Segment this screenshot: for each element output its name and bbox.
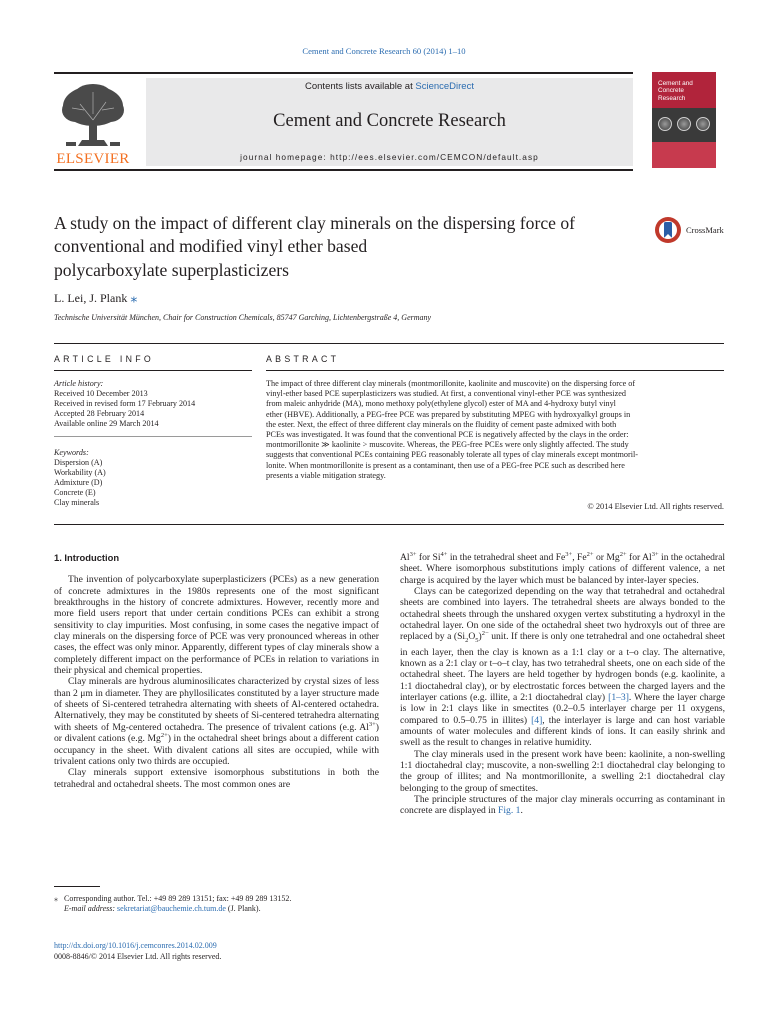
superscript: 2+ — [619, 550, 627, 558]
section-rule-bottom — [54, 524, 724, 525]
crossmark-icon — [654, 215, 682, 247]
text-run: Clay minerals are hydrous aluminosilicates characterized by crystal sizes of less than 2 μm in diameter. They are phyllosilicates constituted by a layer structure made of sheets of Si-centered tetrahedra alternating with sheets of Al-centered octahedra. Alternatively, they may be constituted by sheets of Si-centered tetrahedra alternating with sheets of Mg-centered octahedra. The presence of trivalent cations (e.g. Al — [54, 676, 379, 733]
section-heading-introduction: 1. Introduction — [54, 552, 120, 563]
cover-title: Cement and Concrete Research — [658, 80, 693, 102]
journal-title: Cement and Concrete Research — [273, 111, 506, 131]
abstract-line: PCEs was investigated. It was found that the conventional PCE is negatively affected by the clays in the order: — [266, 430, 629, 440]
keyword-item: Admixture (D) — [54, 478, 103, 487]
abstract-line: the ester. Next, the effect of three different clay minerals on the fluidity of cement paste admixed with both — [266, 419, 617, 429]
history-item: Received in revised form 17 February 2014 — [54, 399, 196, 408]
contents-available-line — [146, 81, 633, 92]
abstract-line: ether (HBVE). Additionally, a PEG-free PCE was prepared by substituting MPEG with hydroxyalkyl groups in — [266, 409, 631, 419]
journal-homepage[interactable]: journal homepage: http://ees.elsevier.com/CEMCON/default.asp — [240, 152, 539, 162]
corresponding-author-mark[interactable]: ⁎ — [130, 291, 138, 306]
superscript: 3+ — [368, 720, 376, 728]
keyword-item: Workability (A) — [54, 468, 106, 477]
text-run: ) in the octahedral sheet brings about a different cation occupancy in the sheet. With divalent cations all sites are occupied, while with trivalent cations only two thirds are occupied. — [54, 733, 379, 767]
superscript: 2− — [481, 630, 489, 638]
cover-circle-icon — [677, 117, 691, 131]
history-label: Article history: — [54, 379, 104, 388]
abstract-line: The impact of three different clay minerals (montmorillonite, kaolinite and muscovite) on the dispersing force of — [266, 379, 636, 388]
title-line: conventional and modified vinyl ether based — [54, 236, 368, 257]
title-line: polycarboxylate superplasticizers — [54, 259, 289, 280]
text-run: or Mg — [593, 552, 620, 563]
keywords-divider — [54, 436, 252, 437]
keyword-item: Concrete (E) — [54, 488, 96, 497]
email-link[interactable]: sekretariat@bauchemie.ch.tum.de — [117, 904, 226, 913]
paragraph: The invention of polycarboxylate superplasticizers (PCEs) as a new generation of concrete admixtures in the 1980s represents one of the most significant breakthroughs in the history of concrete admixtures. However, recently more and more field users report that under certain conditions PCEs can exhibit a strong sensitivity to clay impurities. Most confusing, in some cases the negative impact of clay minerals on the dispersing force of PCE was very pronounced whereas in other cases, the effect was only minor. Apparently, different types of clay minerals show a completely different impact on the performance of PCEs in relation to variations in their physical and chemical properties. — [54, 574, 379, 677]
text-run: ) — [478, 631, 482, 643]
paragraph: The clay minerals used in the present work have been: kaolinite, a non-swelling 1:1 dioctahedral clay; muscovite, a non-swelling 2:1 dioctahedral clay belonging to the group of illites; and Na montmorillonite, a swelling 2:1 dioctahedral clay belonging to the group of smectites. — [400, 748, 725, 794]
body-column-right — [400, 552, 725, 817]
journal-citation-link[interactable]: Cement and Concrete Research 60 (2014) 1–10 — [302, 46, 466, 56]
header-bottom-rule — [54, 169, 633, 171]
doi-link[interactable]: http://dx.doi.org/10.1016/j.cemconres.2014.02.009 — [54, 941, 217, 950]
abstract-copyright: © 2014 Elsevier Ltd. All rights reserved. — [587, 502, 724, 511]
cover-circle-icon — [696, 117, 710, 131]
superscript: 3+ — [565, 550, 573, 558]
doi-block — [54, 941, 221, 962]
paragraph — [54, 676, 379, 767]
text-run: unit. If there is only one tetrahedral and one octahedral sheet in each layer, then the clay is known as a 1:1 clay or a t–o clay. The alternative, known as a 2:1 clay or t–o–t clay, has two tetrahedral sheets, one on each side of the octahedral sheet. The layers are held together by hydrogen bonds (e.g. kaolinite, a 1:1 dioctahedral clay), or by electrostatic forces between the charged layers and the interlayer cations (e.g. illite, a 2:1 dioctahedral clay) — [400, 631, 725, 704]
corresponding-author-note — [54, 894, 379, 904]
footnote-text: Corresponding author. Tel.: +49 89 289 13151; fax: +49 89 289 13152. — [64, 894, 292, 903]
abstract-body — [266, 379, 724, 481]
section-rule-top — [54, 343, 724, 344]
text-run: in the octahedral sheet. Where isomorphous substitutions imply cations of different valence, a net charge is acquired by the layer which must be balanced by inter-layer species. — [400, 552, 725, 586]
article-title — [54, 212, 634, 282]
header-top-rule — [54, 72, 633, 74]
article-history — [54, 379, 252, 429]
text-run: O — [468, 631, 476, 643]
figure-link[interactable]: Fig. 1 — [498, 805, 521, 817]
text-run: Clays can be categorized depending on the way that tetrahedral and octahedral sheets are combined into layers. The tetrahedral sheets are always bonded to the octahedral sheets through the unshared oxygen vertex substituting a hydroxyl in the octahedral layer. On one side of the octahedral sheet two hydroxyls out of three are replaced by a (Si — [400, 586, 725, 643]
superscript: 3+ — [651, 550, 659, 558]
superscript: 3+ — [409, 550, 417, 558]
paragraph — [400, 794, 725, 817]
cover-footer — [652, 142, 716, 168]
text-run: . Where the layer charge is low in 2:1 clays like in smectites (0.2–0.5 interlayer charge per 11 oxygens, compared to 0.5–0.75 in illites) — [400, 692, 726, 726]
footnote-rule — [54, 886, 100, 887]
abstract-line: suggests that conventional PCEs containing PEG reasonably tolerate all types of clay minerals except montmoril- — [266, 450, 638, 460]
article-info-heading: ARTICLE INFO — [54, 354, 155, 364]
keywords-label: Keywords: — [54, 448, 89, 457]
journal-header — [54, 72, 633, 170]
superscript: 2+ — [160, 731, 168, 739]
text-run: . — [520, 805, 523, 817]
reference-link[interactable]: [4] — [531, 714, 543, 726]
footnote-mark: ⁎ — [54, 894, 58, 903]
text-run: for Si — [416, 552, 441, 563]
keyword-item: Dispersion (A) — [54, 458, 103, 467]
reference-link[interactable]: [1–3] — [608, 692, 629, 704]
abstract-line: lonite. When montmorillonite is present as a contaminant, then use of a PEG-free PCE such as described here — [266, 460, 625, 470]
elsevier-wordmark: ELSEVIER — [56, 151, 130, 167]
crossmark-badge[interactable] — [654, 215, 724, 247]
text-run: , Fe — [572, 552, 587, 563]
sciencedirect-link[interactable]: ScienceDirect — [415, 81, 474, 92]
keyword-item: Clay minerals — [54, 498, 100, 507]
text-run: Al — [400, 552, 410, 563]
text-run: in the tetrahedral sheet and Fe — [447, 552, 566, 563]
journal-cover-thumbnail[interactable] — [652, 72, 716, 168]
text-run: , the interlayer is large and can host variable amounts of water molecules and different kinds of ions. It can easily shrink and swell as the result to changes in relative humidity. — [400, 714, 725, 749]
history-item: Accepted 28 February 2014 — [54, 409, 145, 418]
author-affiliation: Technische Universität München, Chair for Construction Chemicals, 85747 Garching, Lichtenbergstraße 4, Germany — [54, 313, 432, 322]
body-column-left — [54, 552, 379, 790]
history-item: Available online 29 March 2014 — [54, 419, 159, 428]
email-note — [54, 904, 379, 914]
issn-line: 0008-8846/© 2014 Elsevier Ltd. All rights reserved. — [54, 951, 222, 961]
text-run: ) or divalent cations (e.g. Mg — [54, 721, 379, 745]
superscript: 2+ — [586, 550, 594, 558]
abstract-line: from maleic anhydride (MA), mono methoxy poly(ethylene glycol) ester of MA and 4-hydroxy butyl vinyl — [266, 399, 616, 409]
history-item: Received 10 December 2013 — [54, 389, 148, 398]
abstract-rule — [266, 370, 724, 371]
paragraph — [400, 552, 725, 586]
crossmark-label: CrossMark — [686, 225, 724, 235]
footnote — [54, 894, 379, 914]
abstract-line: montmorillonite ≫ kaolinite > muscovite. Whereas, the PEG-free PCEs were only slightly affected. The study — [266, 440, 629, 450]
keywords — [54, 448, 252, 508]
superscript: 4+ — [440, 550, 448, 558]
abstract-heading: ABSTRACT — [266, 354, 340, 364]
paragraph: Clay minerals support extensive isomorphous substitutions in both the tetrahedral and octahedral sheets. The most common ones are — [54, 767, 379, 790]
paragraph — [400, 586, 725, 749]
email-label: E-mail address: — [64, 904, 118, 913]
article-info-rule — [54, 370, 252, 371]
text-run: The principle structures of the major clay minerals occurring as contaminant in concrete are displayed in — [400, 794, 725, 817]
author-list — [54, 290, 137, 307]
abstract-line: vinyl-ether based PCE superplasticizers was studied. At first, a conventional vinyl-ether PCE was synthesized — [266, 389, 626, 399]
email-suffix: (J. Plank). — [225, 904, 261, 913]
authors-text: L. Lei, J. Plank — [54, 291, 128, 305]
cover-circle-icon — [658, 117, 672, 131]
text-run: for Al — [626, 552, 652, 563]
subscript: 2 — [465, 637, 469, 645]
contents-prefix: Contents lists available at — [305, 81, 416, 92]
subscript: 5 — [475, 637, 479, 645]
title-line: A study on the impact of different clay minerals on the dispersing force of — [54, 213, 575, 233]
abstract-line: presents a viable mitigation strategy. — [266, 470, 386, 480]
